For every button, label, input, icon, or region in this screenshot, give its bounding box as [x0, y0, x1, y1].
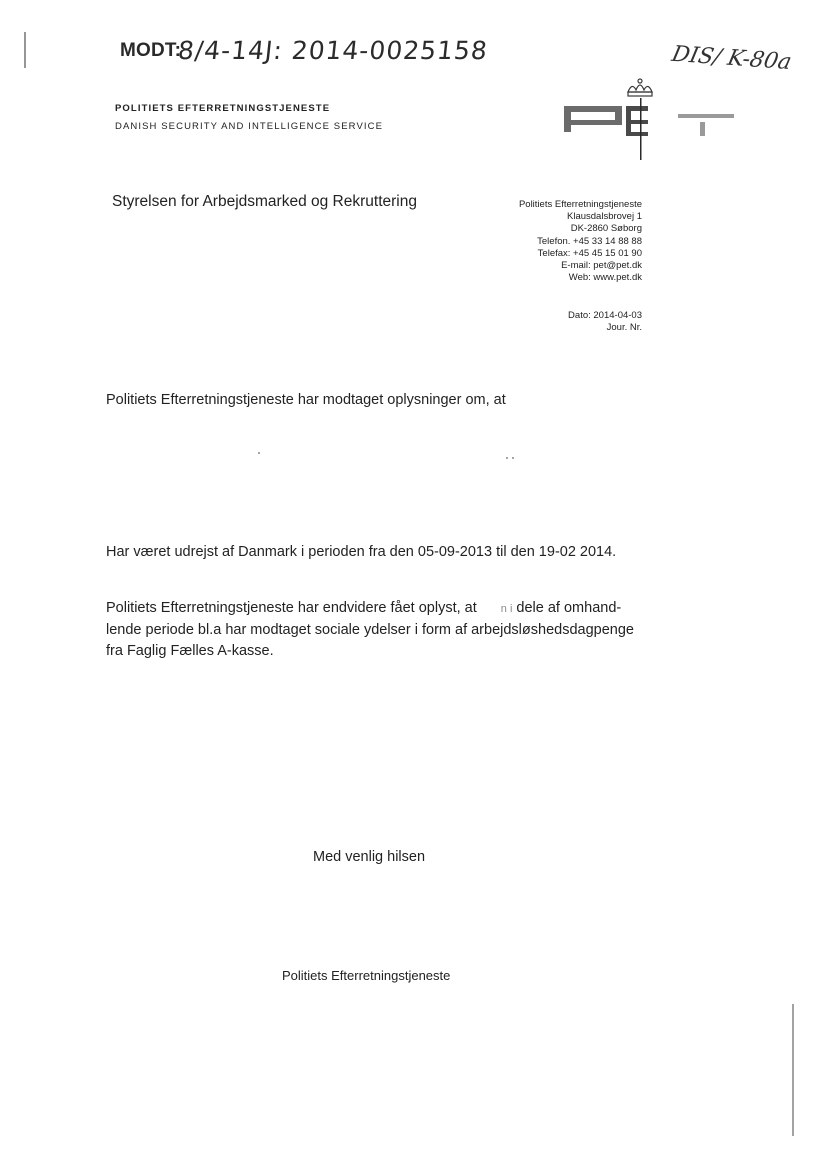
- scan-speck: [258, 452, 260, 454]
- receipt-stamp-handwriting: 8/4-14J: 2014-0025158: [176, 36, 490, 65]
- address-line: Politiets Efterretningstjeneste: [518, 199, 642, 210]
- journal-number: Jour. Nr.: [606, 322, 642, 333]
- benefits-line-3: fra Faglig Fælles A-kasse.: [106, 643, 274, 659]
- scan-margin-line-right: [792, 1004, 794, 1136]
- crown-icon: [628, 79, 652, 96]
- signature-organisation: Politiets Efterretningstjeneste: [282, 968, 451, 983]
- sender-name-english: DANISH SECURITY AND INTELLIGENCE SERVICE: [115, 121, 384, 132]
- recipient-name: Styrelsen for Arbejdsmarked og Rekruttering: [112, 193, 417, 210]
- benefits-line-1: Politiets Efterretningstjeneste har endvidere fået oplyst, at n i dele af omhand-: [106, 600, 622, 616]
- address-line: Web: www.pet.dk: [568, 272, 642, 284]
- scan-speck: [512, 457, 514, 459]
- receipt-stamp-label: MODT:: [120, 40, 182, 61]
- address-line: Klausdalsbrovej 1: [567, 211, 642, 223]
- body-paragraph-travel: Har været udrejst af Danmark i perioden fra den 05-09-2013 til den 19-02 2014.: [106, 544, 617, 560]
- redaction-remnant: n i: [500, 603, 513, 615]
- address-line: Telefon. +45 33 14 88 88: [537, 235, 642, 247]
- body-paragraph-benefits: [106, 598, 634, 662]
- body-paragraph-intro: Politiets Efterretningstjeneste har modtaget oplysninger om, at: [106, 392, 506, 408]
- logo-letter-p: [564, 106, 622, 132]
- sender-address-block: [519, 199, 642, 284]
- benefits-line-2: lende periode bl.a har modtaget sociale ydelser i form af arbejdsløshedsdagpenge: [106, 622, 634, 638]
- handwritten-case-code: DIS/ K-80a: [669, 41, 794, 76]
- sender-name-danish: POLITIETS EFTERRETNINGSTJENESTE: [115, 103, 331, 114]
- letter-date: Dato: 2014-04-03: [568, 310, 642, 321]
- address-line: DK-2860 Søborg: [570, 223, 642, 235]
- logo-center-rule: [640, 98, 642, 160]
- logo-letter-e: [626, 106, 648, 136]
- scan-margin-line-left: [24, 32, 26, 68]
- address-line: E-mail: pet@pet.dk: [561, 260, 642, 272]
- logo-letter-t: [678, 114, 734, 136]
- closing-salutation: Med venlig hilsen: [313, 849, 426, 865]
- address-line: Telefax: +45 45 15 01 90: [537, 247, 642, 259]
- pet-logo: [560, 76, 736, 166]
- scan-speck: [506, 457, 508, 459]
- date-journal-block: [568, 310, 642, 334]
